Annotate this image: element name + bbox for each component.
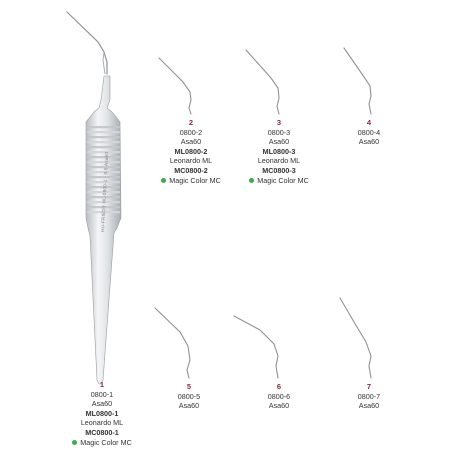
knurl-ring [87, 131, 120, 133]
item-4-series: Asa60 [358, 137, 380, 147]
instrument-tip-2 [159, 58, 191, 114]
item-1-ml-name: Leonardo ML [80, 418, 124, 428]
instrument-tip-4 [344, 48, 371, 114]
item-7-caption [314, 382, 424, 411]
item-3-magic-color: Magic Color MC [224, 176, 334, 186]
item-1-ml-code: ML0800-1 [85, 408, 119, 418]
instrument-tip-6 [234, 316, 278, 378]
instrument-1-handle [86, 76, 121, 384]
instrument-tip-3 [246, 50, 279, 114]
item-5-code: 0800-5 [177, 391, 201, 401]
item-2-ml-code: ML0800-2 [174, 146, 208, 156]
item-4-number: 4 [366, 118, 372, 127]
item-3-mc-code: MC0800-3 [262, 165, 296, 175]
item-1-series: Asa60 [91, 399, 113, 409]
knurl-ring [87, 136, 120, 138]
item-5-number: 5 [186, 382, 192, 391]
item-2-magic-color: Magic Color MC [136, 176, 246, 186]
item-1-code: 0800-1 [90, 389, 114, 399]
item-1-mc-code: MC0800-1 [85, 427, 119, 437]
knurl-ring [87, 141, 120, 143]
instrument-tip-7 [340, 298, 371, 378]
item-1-magic-color: Magic Color MC [47, 438, 157, 448]
item-3-number: 3 [276, 118, 282, 127]
item-1-number: 1 [99, 380, 105, 389]
item-2-mc-code: MC0800-2 [174, 165, 208, 175]
item-3-code: 0800-3 [267, 127, 291, 137]
knurl-ring [87, 146, 120, 148]
instrument-1-working-end [67, 12, 107, 74]
item-7-number: 7 [366, 382, 372, 391]
item-3-series: Asa60 [268, 137, 290, 147]
item-4-code: 0800-4 [357, 127, 381, 137]
item-6-code: 0800-6 [267, 391, 291, 401]
item-4-caption [314, 118, 424, 147]
handle-engraving: HU-FRIEDY HL-0800-1 - 0.5 Asa60 [100, 151, 110, 233]
item-6-number: 6 [276, 382, 282, 391]
knurl-ring [87, 126, 120, 128]
item-7-series: Asa60 [358, 401, 380, 411]
item-2-code: 0800-2 [179, 127, 203, 137]
instrument-tip-5 [155, 308, 190, 378]
item-2-series: Asa60 [180, 137, 202, 147]
item-3-ml-name: Leonardo ML [257, 156, 301, 166]
item-5-series: Asa60 [178, 401, 200, 411]
item-2-ml-name: Leonardo ML [169, 156, 213, 166]
item-2-number: 2 [188, 118, 194, 127]
item-6-series: Asa60 [268, 401, 290, 411]
item-3-ml-code: ML0800-3 [262, 146, 296, 156]
item-7-code: 0800-7 [357, 391, 381, 401]
